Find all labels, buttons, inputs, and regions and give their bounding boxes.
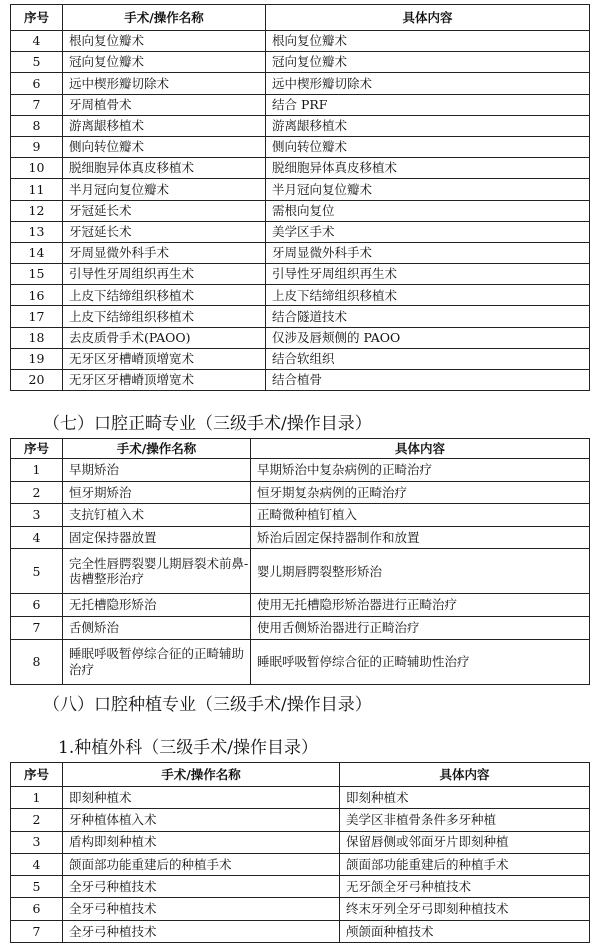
- cell-index: 1: [11, 787, 63, 809]
- table-row: [11, 115, 590, 136]
- cell-content: 睡眠呼吸暂停综合征的正畸辅助性治疗: [251, 639, 590, 684]
- cell-content: 冠向复位瓣术: [266, 52, 590, 73]
- cell-content: 半月冠向复位瓣术: [266, 179, 590, 200]
- cell-content: 侧向转位瓣术: [266, 136, 590, 157]
- cell-index: 14: [11, 242, 63, 263]
- cell-procedure-name: 上皮下结缔组织移植术: [63, 306, 266, 327]
- table-row: [11, 158, 590, 179]
- orthodontics-procedure-table: [10, 438, 590, 685]
- cell-content: 婴儿期唇腭裂整形矫治: [251, 549, 590, 594]
- cell-procedure-name: 全牙弓种植技术: [63, 920, 340, 942]
- table-row: [11, 853, 590, 875]
- column-header-procedure-name: 手术/操作名称: [63, 439, 251, 459]
- cell-index: 9: [11, 136, 63, 157]
- cell-content: 使用无托槽隐形矫治器进行正畸治疗: [251, 594, 590, 617]
- cell-procedure-name: 全牙弓种植技术: [63, 876, 340, 898]
- table-row: [11, 616, 590, 639]
- column-header-content: 具体内容: [251, 439, 590, 459]
- cell-content: 恒牙期复杂病例的正畸治疗: [251, 481, 590, 504]
- cell-content: 正畸微种植钉植入: [251, 504, 590, 527]
- cell-procedure-name: 早期矫治: [63, 459, 251, 482]
- cell-content: 根向复位瓣术: [266, 31, 590, 52]
- cell-procedure-name: 固定保持器放置: [63, 526, 251, 549]
- cell-index: 4: [11, 31, 63, 52]
- cell-procedure-name: 颌面部功能重建后的种植手术: [63, 853, 340, 875]
- table-row: [11, 348, 590, 369]
- table-row: [11, 876, 590, 898]
- table-row: [11, 242, 590, 263]
- cell-index: 13: [11, 221, 63, 242]
- cell-index: 7: [11, 94, 63, 115]
- cell-index: 10: [11, 158, 63, 179]
- cell-procedure-name: 牙冠延长术: [63, 200, 266, 221]
- cell-index: 2: [11, 481, 63, 504]
- cell-content: 脱细胞异体真皮移植术: [266, 158, 590, 179]
- table-header-row: [11, 763, 590, 787]
- cell-content: 使用舌侧矫治器进行正畸治疗: [251, 616, 590, 639]
- cell-procedure-name: 即刻种植术: [63, 787, 340, 809]
- cell-content: 上皮下结缔组织移植术: [266, 285, 590, 306]
- cell-index: 2: [11, 809, 63, 831]
- cell-procedure-name: 睡眠呼吸暂停综合征的正畸辅助治疗: [63, 639, 251, 684]
- column-header-content: 具体内容: [340, 763, 590, 787]
- cell-procedure-name: 无牙区牙槽嵴顶增宽术: [63, 370, 266, 391]
- table-row: [11, 549, 590, 594]
- cell-index: 5: [11, 876, 63, 898]
- cell-content: 美学区手术: [266, 221, 590, 242]
- cell-content: 结合 PRF: [266, 94, 590, 115]
- cell-procedure-name: 恒牙期矫治: [63, 481, 251, 504]
- cell-index: 5: [11, 52, 63, 73]
- table-row: [11, 898, 590, 920]
- table-row: [11, 787, 590, 809]
- cell-index: 6: [11, 73, 63, 94]
- column-header-index: 序号: [11, 439, 63, 459]
- table-row: [11, 73, 590, 94]
- cell-content: 终末牙列全牙弓即刻种植技术: [340, 898, 590, 920]
- cell-index: 17: [11, 306, 63, 327]
- cell-procedure-name: 牙周显微外科手术: [63, 242, 266, 263]
- section-heading-orthodontics: （七）口腔正畸专业（三级手术/操作目录）: [43, 414, 372, 434]
- table-row: [11, 459, 590, 482]
- table-row: [11, 136, 590, 157]
- cell-procedure-name: 冠向复位瓣术: [63, 52, 266, 73]
- section-heading-implantology: （八）口腔种植专业（三级手术/操作目录）: [43, 695, 372, 715]
- column-header-content: 具体内容: [266, 5, 590, 31]
- cell-index: 5: [11, 549, 63, 594]
- cell-index: 11: [11, 179, 63, 200]
- cell-procedure-name: 上皮下结缔组织移植术: [63, 285, 266, 306]
- cell-procedure-name: 脱细胞异体真皮移植术: [63, 158, 266, 179]
- subsection-heading-implant-surgery: 1.种植外科（三级手术/操作目录）: [58, 738, 318, 758]
- table-row: [11, 31, 590, 52]
- column-header-procedure-name: 手术/操作名称: [63, 763, 340, 787]
- cell-content: 仅涉及唇颊侧的 PAOO: [266, 327, 590, 348]
- table-row: [11, 639, 590, 684]
- table-row: [11, 481, 590, 504]
- table-row: [11, 221, 590, 242]
- cell-procedure-name: 牙冠延长术: [63, 221, 266, 242]
- cell-index: 6: [11, 594, 63, 617]
- cell-procedure-name: 舌侧矫治: [63, 616, 251, 639]
- table-row: [11, 920, 590, 942]
- cell-content: 美学区非植骨条件多牙种植: [340, 809, 590, 831]
- table-row: [11, 200, 590, 221]
- cell-content: 需根向复位: [266, 200, 590, 221]
- cell-index: 3: [11, 504, 63, 527]
- cell-procedure-name: 根向复位瓣术: [63, 31, 266, 52]
- cell-index: 7: [11, 616, 63, 639]
- cell-procedure-name: 无牙区牙槽嵴顶增宽术: [63, 348, 266, 369]
- cell-procedure-name: 牙周植骨术: [63, 94, 266, 115]
- cell-content: 游离龈移植术: [266, 115, 590, 136]
- cell-index: 18: [11, 327, 63, 348]
- implant-surgery-table: [10, 762, 590, 943]
- cell-content: 结合隧道技术: [266, 306, 590, 327]
- cell-index: 4: [11, 526, 63, 549]
- cell-content: 矫治后固定保持器制作和放置: [251, 526, 590, 549]
- cell-index: 8: [11, 115, 63, 136]
- cell-content: 颌面部功能重建后的种植手术: [340, 853, 590, 875]
- column-header-index: 序号: [11, 5, 63, 31]
- cell-index: 3: [11, 831, 63, 853]
- column-header-procedure-name: 手术/操作名称: [63, 5, 266, 31]
- cell-procedure-name: 远中楔形瓣切除术: [63, 73, 266, 94]
- table-row: [11, 327, 590, 348]
- table-row: [11, 264, 590, 285]
- cell-content: 保留唇侧或邻面牙片即刻种植: [340, 831, 590, 853]
- cell-content: 早期矫治中复杂病例的正畸治疗: [251, 459, 590, 482]
- column-header-index: 序号: [11, 763, 63, 787]
- cell-index: 1: [11, 459, 63, 482]
- cell-procedure-name: 引导性牙周组织再生术: [63, 264, 266, 285]
- cell-index: 6: [11, 898, 63, 920]
- cell-content: 结合软组织: [266, 348, 590, 369]
- cell-content: 无牙颌全牙弓种植技术: [340, 876, 590, 898]
- cell-index: 15: [11, 264, 63, 285]
- cell-procedure-name: 全牙弓种植技术: [63, 898, 340, 920]
- cell-content: 结合植骨: [266, 370, 590, 391]
- table-row: [11, 52, 590, 73]
- cell-index: 20: [11, 370, 63, 391]
- cell-procedure-name: 完全性唇腭裂婴儿期唇裂术前鼻-齿槽整形治疗: [63, 549, 251, 594]
- table-row: [11, 526, 590, 549]
- cell-content: 即刻种植术: [340, 787, 590, 809]
- cell-procedure-name: 侧向转位瓣术: [63, 136, 266, 157]
- table-row: [11, 809, 590, 831]
- cell-index: 8: [11, 639, 63, 684]
- cell-procedure-name: 去皮质骨手术(PAOO): [63, 327, 266, 348]
- cell-index: 12: [11, 200, 63, 221]
- cell-procedure-name: 牙种植体植入术: [63, 809, 340, 831]
- table-header-row: [11, 439, 590, 459]
- table-row: [11, 285, 590, 306]
- table-row: [11, 179, 590, 200]
- table-row: [11, 370, 590, 391]
- cell-content: 引导性牙周组织再生术: [266, 264, 590, 285]
- cell-procedure-name: 无托槽隐形矫治: [63, 594, 251, 617]
- cell-index: 4: [11, 853, 63, 875]
- cell-procedure-name: 盾构即刻种植术: [63, 831, 340, 853]
- table-row: [11, 504, 590, 527]
- table-row: [11, 831, 590, 853]
- table-row: [11, 94, 590, 115]
- cell-procedure-name: 支抗钉植入术: [63, 504, 251, 527]
- cell-content: 远中楔形瓣切除术: [266, 73, 590, 94]
- cell-index: 19: [11, 348, 63, 369]
- cell-procedure-name: 游离龈移植术: [63, 115, 266, 136]
- cell-content: 颅颌面种植技术: [340, 920, 590, 942]
- table-header-row: [11, 5, 590, 31]
- cell-index: 7: [11, 920, 63, 942]
- cell-procedure-name: 半月冠向复位瓣术: [63, 179, 266, 200]
- cell-index: 16: [11, 285, 63, 306]
- cell-content: 牙周显微外科手术: [266, 242, 590, 263]
- table-row: [11, 594, 590, 617]
- periodontal-surgery-table: [10, 4, 590, 391]
- table-row: [11, 306, 590, 327]
